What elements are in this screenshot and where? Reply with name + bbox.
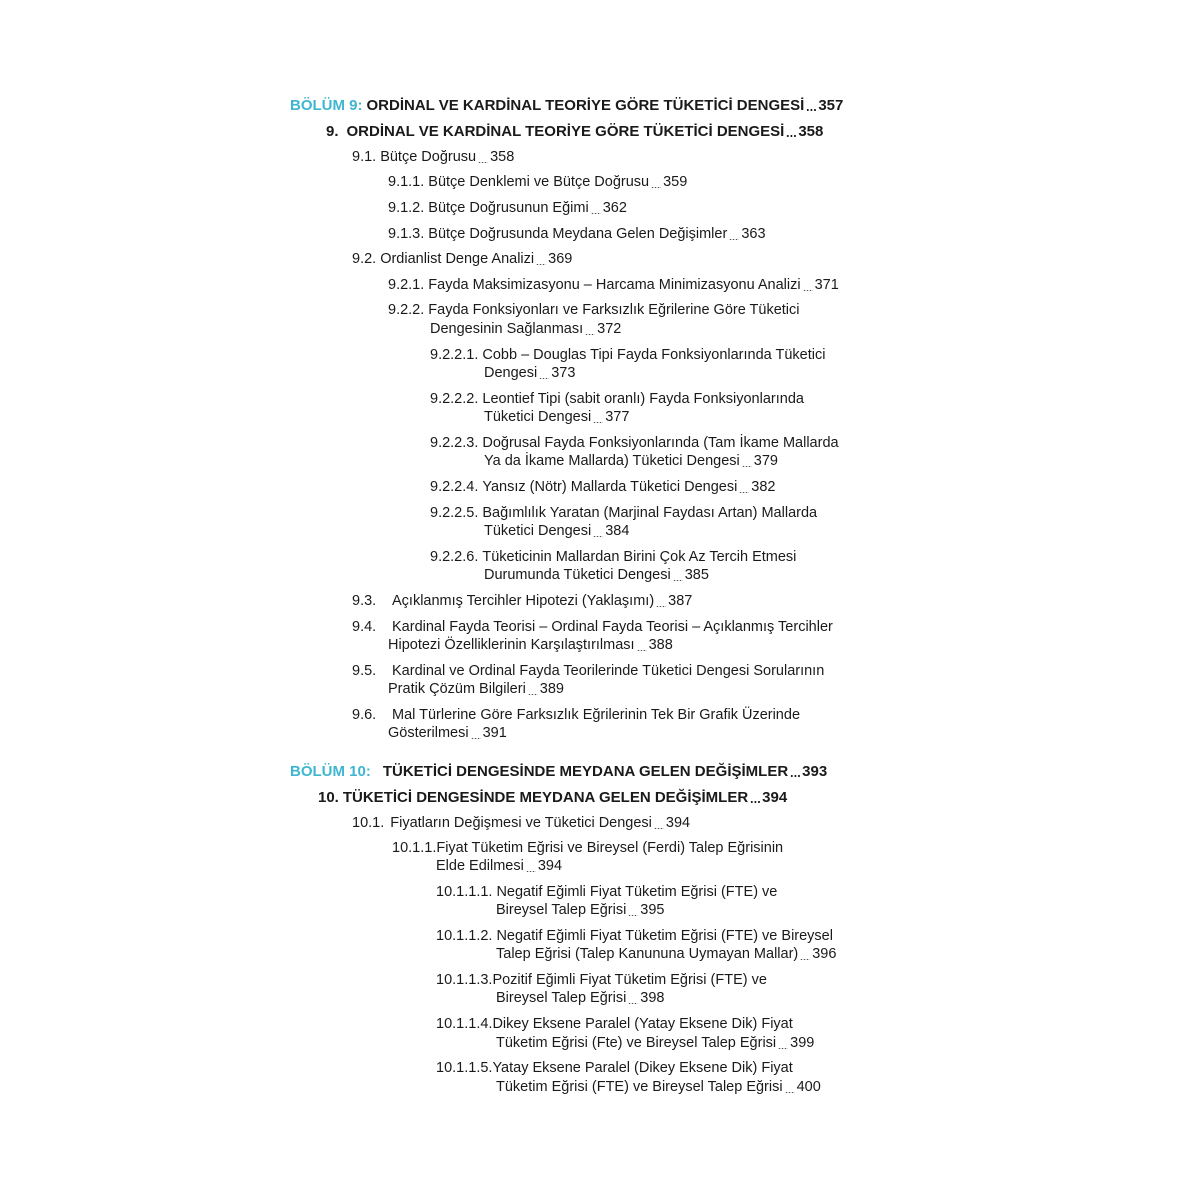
section-title: Mal Türlerine Göre Farksızlık Eğrilerinin Tek Bir Grafik Üzerinde [392,707,801,723]
dot-leader [637,650,647,652]
section-title-continued: Pratik Çözüm Bilgileri [388,681,526,697]
section-number: 9.1.3. [388,226,425,242]
section-title-continued: Tüketici Dengesi [484,523,592,539]
section-number: 9.2.2. [388,302,425,318]
dot-leader [591,213,601,215]
section-title: Fayda Fonksiyonları ve Farksızlık Eğrilerine Göre Tüketici [428,302,800,318]
section-number: 9.1. [352,149,377,165]
page-number: 396 [812,946,837,962]
section-title: Leontief Tipi (sabit oranlı) Fayda Fonksiyonlarında [482,391,804,407]
section-number: 9.4. [352,619,377,635]
section-number: 9.2.2.2. [430,391,479,407]
section-number: 9.6. [352,707,377,723]
dot-leader [628,1003,638,1005]
dot-leader [806,109,816,111]
section-number: 10.1.1.5. [436,1060,493,1076]
section-title-continued: Talep Eğrisi (Talep Kanununa Uymayan Mallar) [496,946,799,962]
section-title-continued: Elde Edilmesi [436,858,524,874]
section-title: Tüketicinin Mallardan Birini Çok Az Tercih Etmesi [482,549,797,565]
section-title-continued: Tüketici Dengesi [484,409,592,425]
section-title: ORDİNAL VE KARDİNAL TEORİYE GÖRE TÜKETİCİ DENGESİ [346,123,785,140]
section-title: Bağımlılık Yaratan (Marjinal Faydası Artan) Mallarda [482,505,818,521]
page-number: 394 [665,815,691,831]
section-title-continued: Ya da İkame Mallarda) Tüketici Dengesi [484,453,740,469]
section-title-continued: Dengesi [484,365,538,381]
section-title: Kardinal Fayda Teorisi – Ordinal Fayda Teorisi – Açıklanmış Tercihler [392,619,833,635]
page-number: 359 [663,174,688,190]
section-title: Yatay Eksene Paralel (Dikey Eksene Dik) Fiyat [492,1060,793,1076]
section-title: Pozitif Eğimli Fiyat Tüketim Eğrisi (FTE) ve [492,972,767,988]
section-number: 10.1.1. [392,840,437,856]
section-title-continued: Durumunda Tüketici Dengesi [484,567,671,583]
section-number: 9.2.2.5. [430,505,479,521]
page-number: 371 [814,277,839,293]
section-title: Açıklanmış Tercihler Hipotezi (Yaklaşımı) [392,593,655,609]
page-number: 358 [490,149,515,165]
section-title: Fiyat Tüketim Eğrisi ve Bireysel (Ferdi) Talep Eğrisinin [436,840,784,856]
section-title: Yansız (Nötr) Mallarda Tüketici Dengesi [482,479,738,495]
section-title-continued: Bireysel Talep Eğrisi [496,902,627,918]
page-number: 399 [790,1035,815,1051]
page-number: 388 [648,637,673,653]
section-title: Negatif Eğimli Fiyat Tüketim Eğrisi (FTE) ve [496,884,778,900]
section-title: TÜKETİCİ DENGESİNDE MEYDANA GELEN DEĞİŞİMLER [342,789,749,806]
dot-leader [651,187,661,189]
page-number: 387 [668,593,693,609]
dot-leader [536,264,546,266]
dot-leader [593,422,603,424]
dot-leader [790,775,800,777]
page-number: 394 [762,789,788,806]
dot-leader [800,959,810,961]
dot-leader [750,801,760,803]
section-title-continued: Hipotezi Özelliklerinin Karşılaştırılması [388,637,635,653]
page-number: 395 [640,902,665,918]
section-number: 9.2.1. [388,277,425,293]
section-number: 9.2.2.3. [430,435,479,451]
chapter-title: ORDİNAL VE KARDİNAL TEORİYE GÖRE TÜKETİCİ DENGESİ [366,97,805,114]
dot-leader [785,1092,795,1094]
page-number: 377 [605,409,630,425]
page-number: 373 [551,365,576,381]
section-title: Bütçe Denklemi ve Bütçe Doğrusu [428,174,650,190]
dot-leader [673,580,683,582]
dot-leader [656,606,666,608]
section-title-continued: Gösterilmesi [388,725,469,741]
dot-leader [585,334,595,336]
dot-leader [654,828,664,830]
section-title: Dikey Eksene Paralel (Yatay Eksene Dik) Fiyat [492,1016,793,1032]
page-number: 391 [482,725,507,741]
chapter-label: BÖLÜM 10: [290,763,371,780]
chapter-label: BÖLÜM 9: [290,97,363,114]
dot-leader [526,871,536,873]
chapter-title: TÜKETİCİ DENGESİNDE MEYDANA GELEN DEĞİŞİMLER [382,763,789,780]
section-number: 10.1.1.4. [436,1016,493,1032]
section-title: Ordianlist Denge Analizi [380,251,535,267]
page-number: 385 [684,567,709,583]
section-title-continued: Tüketim Eğrisi (Fte) ve Bireysel Talep Eğrisi [496,1035,777,1051]
page-number: 382 [751,479,776,495]
dot-leader [739,492,749,494]
section-number: 9.5. [352,663,377,679]
section-number: 9.2.2.4. [430,479,479,495]
dot-leader [742,466,752,468]
page-number: 394 [537,858,563,874]
section-title-continued: Tüketim Eğrisi (FTE) ve Bireysel Talep Eğrisi [496,1079,783,1095]
section-title: Bütçe Doğrusu [380,149,477,165]
section-title: Kardinal ve Ordinal Fayda Teorilerinde Tüketici Dengesi Sorularının [392,663,825,679]
page-number: 393 [802,763,828,780]
section-title: Fiyatların Değişmesi ve Tüketici Dengesi [390,815,652,831]
page-number: 400 [796,1079,821,1095]
dot-leader [478,162,488,164]
dot-leader [593,536,603,538]
section-number: 9.2.2.6. [430,549,479,565]
page-number: 372 [597,321,622,337]
section-title: Cobb – Douglas Tipi Fayda Fonksiyonlarında Tüketici [482,347,826,363]
dot-leader [471,738,481,740]
dot-leader [778,1048,788,1050]
dot-leader [786,135,796,137]
section-number: 9.1.2. [388,200,425,216]
section-title: Doğrusal Fayda Fonksiyonlarında (Tam İkame Mallarda [482,435,839,451]
section-number: 9.1.1. [388,174,425,190]
section-number: 9.2. [352,251,377,267]
dot-leader [729,239,739,241]
page-number: 357 [818,97,844,114]
section-number: 9.3. [352,593,377,609]
page-number: 389 [539,681,564,697]
section-number: 10. [318,789,339,806]
section-title: Fayda Maksimizasyonu – Harcama Minimizasyonu Analizi [428,277,801,293]
section-title-continued: Dengesinin Sağlanması [430,321,584,337]
page-number: 363 [741,226,766,242]
page-number: 358 [798,123,824,140]
section-title: Negatif Eğimli Fiyat Tüketim Eğrisi (FTE) ve Bireysel [496,928,833,944]
section-number: 9. [326,123,339,140]
dot-leader [539,378,549,380]
page-number: 362 [602,200,627,216]
page-number: 398 [640,990,665,1006]
page-number: 379 [753,453,778,469]
section-number: 9.2.2.1. [430,347,479,363]
section-title: Bütçe Doğrusunda Meydana Gelen Değişimler [428,226,728,242]
section-title: Bütçe Doğrusunun Eğimi [428,200,589,216]
section-number: 10.1.1.1. [436,884,493,900]
dot-leader [528,694,538,696]
dot-leader [803,290,813,292]
section-number: 10.1.1.2. [436,928,493,944]
dot-leader [628,915,638,917]
page-number: 384 [605,523,630,539]
page-number: 369 [548,251,573,267]
section-number: 10.1.1.3. [436,972,493,988]
section-number: 10.1. [352,815,385,831]
section-title-continued: Bireysel Talep Eğrisi [496,990,627,1006]
